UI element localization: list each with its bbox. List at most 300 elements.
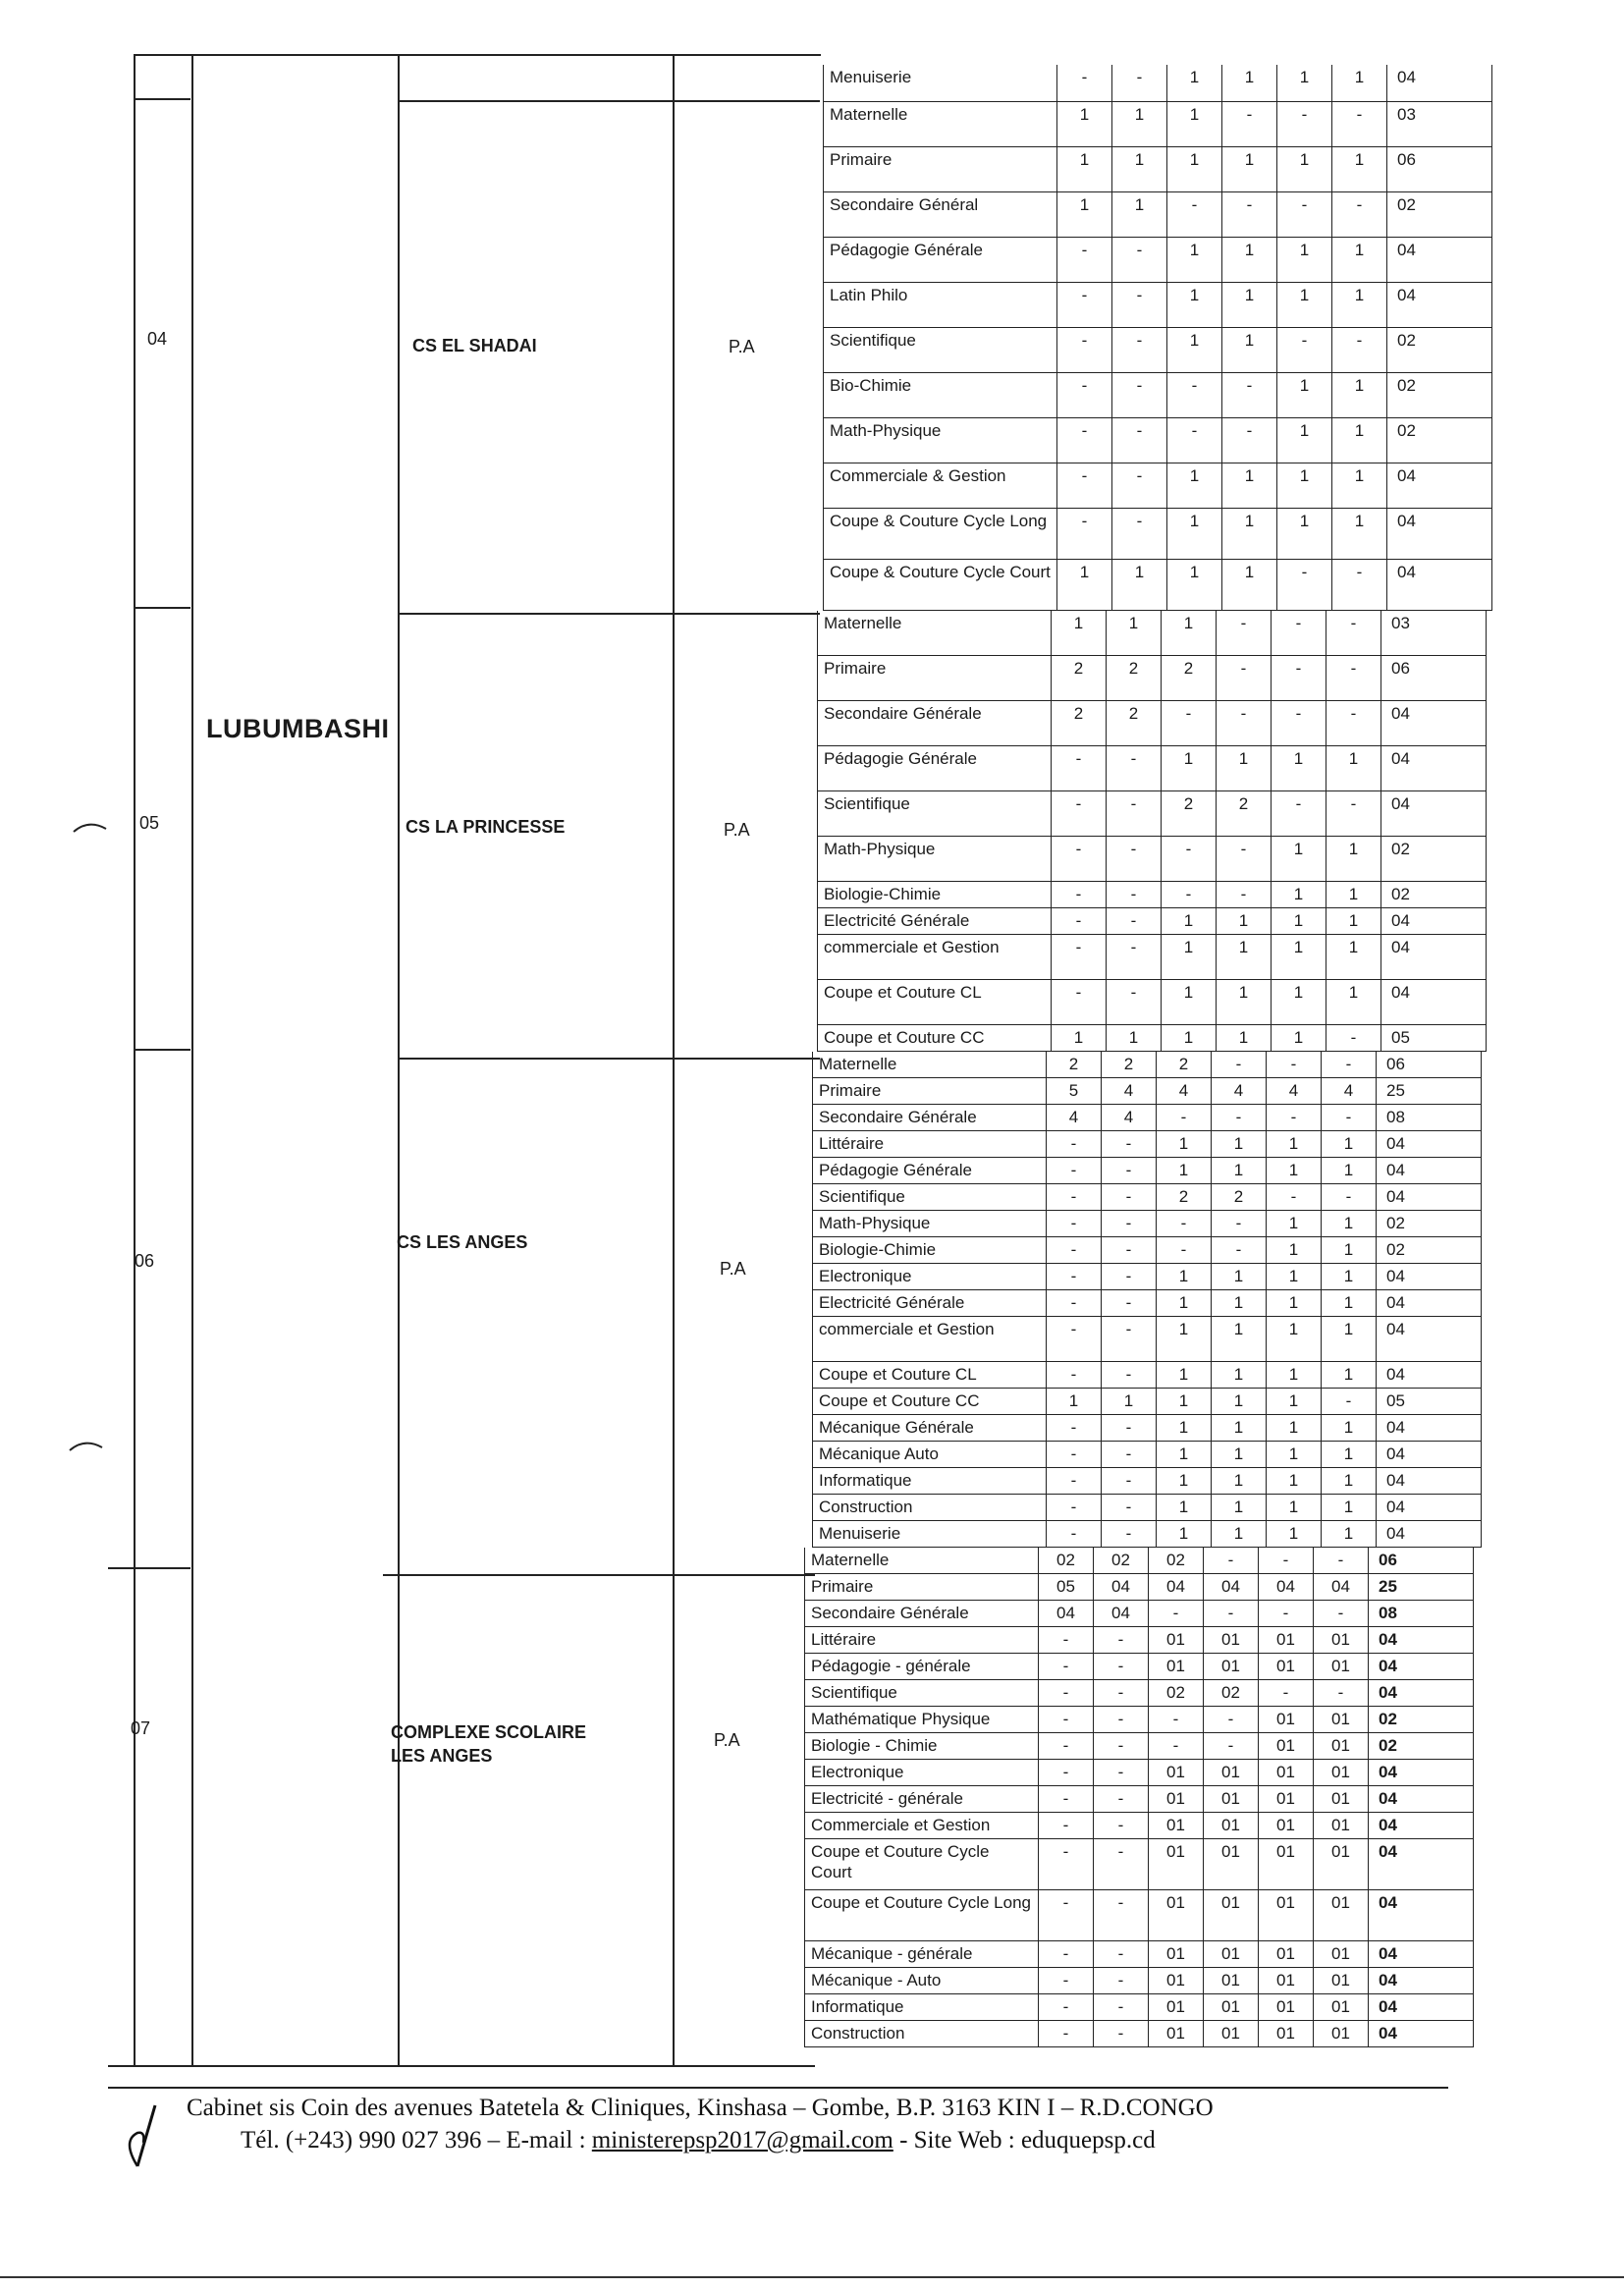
class-count-cell: 1 <box>1266 1442 1321 1467</box>
table-row <box>823 102 1492 147</box>
class-count-cell: 1 <box>1321 1495 1376 1520</box>
class-count-cell: 1 <box>1276 283 1331 327</box>
class-count-cell: 1 <box>1321 1131 1376 1157</box>
option-label: Primaire <box>817 656 1051 700</box>
class-count-cell: 1 <box>1056 560 1111 610</box>
total-cell: 05 <box>1380 1025 1487 1051</box>
class-count-cell: - <box>1161 701 1216 745</box>
class-count-cell: 1 <box>1211 1442 1266 1467</box>
total-cell: 04 <box>1368 1994 1474 2020</box>
class-count-cell: - <box>1326 1025 1380 1051</box>
class-count-cell: - <box>1166 373 1221 417</box>
class-count-cell: 1 <box>1266 1415 1321 1441</box>
class-count-cell: 1 <box>1321 1237 1376 1263</box>
class-count-cell: - <box>1276 560 1331 610</box>
class-count-cell: - <box>1051 791 1106 836</box>
class-count-cell: 1 <box>1221 65 1276 101</box>
total-cell: 02 <box>1386 418 1492 463</box>
class-count-cell: - <box>1266 1052 1321 1077</box>
margin-mark <box>67 1436 106 1455</box>
class-count-cell: - <box>1051 935 1106 979</box>
class-count-cell: - <box>1106 935 1161 979</box>
class-count-cell: - <box>1221 418 1276 463</box>
class-count-cell: 1 <box>1331 373 1386 417</box>
class-count-cell: - <box>1056 373 1111 417</box>
class-count-cell: 1 <box>1326 908 1380 934</box>
class-count-cell: 01 <box>1258 2021 1313 2046</box>
class-count-cell: - <box>1211 1211 1266 1236</box>
class-count-cell: 02 <box>1093 1548 1148 1573</box>
option-label: Electricité - générale <box>804 1786 1038 1812</box>
class-count-cell: 4 <box>1101 1105 1156 1130</box>
class-count-cell: - <box>1148 1707 1203 1732</box>
class-count-cell: - <box>1038 1890 1093 1940</box>
pen-mark <box>116 2101 175 2170</box>
class-count-cell: 1 <box>1161 611 1216 655</box>
table-row <box>812 1264 1482 1290</box>
class-count-cell: 01 <box>1313 1627 1368 1653</box>
group-separator <box>398 1058 820 1060</box>
table-row <box>812 1184 1482 1211</box>
class-count-cell: - <box>1326 656 1380 700</box>
class-count-cell: - <box>1211 1237 1266 1263</box>
class-count-cell: 01 <box>1313 1813 1368 1838</box>
class-count-cell: 1 <box>1111 560 1166 610</box>
table-row <box>817 701 1487 746</box>
total-cell: 04 <box>1368 2021 1474 2046</box>
option-label: Mathématique Physique <box>804 1707 1038 1732</box>
class-count-cell: - <box>1106 980 1161 1024</box>
class-count-cell: 1 <box>1111 102 1166 146</box>
class-count-cell: 01 <box>1258 1627 1313 1653</box>
class-count-cell: 2 <box>1161 791 1216 836</box>
class-count-cell: - <box>1056 328 1111 372</box>
class-count-cell: - <box>1046 1468 1101 1494</box>
class-count-cell: - <box>1221 373 1276 417</box>
class-count-cell: 01 <box>1313 1890 1368 1940</box>
class-count-cell: - <box>1106 791 1161 836</box>
class-count-cell: 1 <box>1216 908 1271 934</box>
class-count-cell: - <box>1203 1601 1258 1626</box>
class-count-cell: 1 <box>1331 463 1386 508</box>
option-label: Littéraire <box>812 1131 1046 1157</box>
class-count-cell: 1 <box>1266 1495 1321 1520</box>
class-count-cell: - <box>1111 418 1166 463</box>
class-count-cell: 1 <box>1221 147 1276 191</box>
option-label: Mécanique - Auto <box>804 1968 1038 1993</box>
frame-top-border <box>134 54 821 56</box>
class-count-cell: 01 <box>1203 1968 1258 1993</box>
table-row <box>812 1317 1482 1362</box>
school-regime: P.A <box>714 1730 740 1750</box>
class-count-cell: - <box>1258 1601 1313 1626</box>
class-count-cell: - <box>1111 238 1166 282</box>
class-count-cell: 01 <box>1258 1813 1313 1838</box>
table-row <box>804 1680 1474 1707</box>
class-count-cell: 1 <box>1156 1131 1211 1157</box>
class-count-cell: - <box>1258 1680 1313 1706</box>
margin-mark <box>71 817 110 837</box>
option-label: Secondaire Générale <box>817 701 1051 745</box>
class-count-cell: 01 <box>1258 1941 1313 1967</box>
class-count-cell: 1 <box>1216 980 1271 1024</box>
total-cell: 04 <box>1380 980 1487 1024</box>
class-count-cell: 1 <box>1216 1025 1271 1051</box>
option-label: Informatique <box>812 1468 1046 1494</box>
class-count-cell: - <box>1093 1786 1148 1812</box>
class-count-cell: 4 <box>1156 1078 1211 1104</box>
class-count-cell: - <box>1106 837 1161 881</box>
class-count-cell: 4 <box>1211 1078 1266 1104</box>
class-count-cell: - <box>1111 328 1166 372</box>
group-number: 07 <box>131 1718 151 1738</box>
total-cell: 04 <box>1376 1290 1482 1316</box>
class-count-cell: - <box>1321 1389 1376 1414</box>
table-row <box>812 1211 1482 1237</box>
class-count-cell: 01 <box>1148 1968 1203 1993</box>
class-count-cell: 01 <box>1258 1733 1313 1759</box>
class-count-cell: 1 <box>1156 1389 1211 1414</box>
class-count-cell: - <box>1093 1941 1148 1967</box>
option-label: Commerciale et Gestion <box>804 1813 1038 1838</box>
class-count-cell: 1 <box>1156 1468 1211 1494</box>
class-count-cell: 01 <box>1148 1760 1203 1785</box>
total-cell: 06 <box>1380 656 1487 700</box>
class-count-cell: 1 <box>1326 935 1380 979</box>
table-row <box>817 882 1487 908</box>
option-label: Primaire <box>804 1574 1038 1600</box>
class-count-cell: 1 <box>1051 1025 1106 1051</box>
class-count-cell: - <box>1111 283 1166 327</box>
class-count-cell: - <box>1093 1733 1148 1759</box>
class-count-cell: - <box>1046 1211 1101 1236</box>
class-count-cell: 01 <box>1148 1813 1203 1838</box>
class-count-cell: 01 <box>1203 1654 1258 1679</box>
frame-bottom-border <box>108 2065 815 2067</box>
table-row <box>812 1521 1482 1548</box>
class-count-cell: - <box>1093 1890 1148 1940</box>
class-count-cell: 1 <box>1266 1290 1321 1316</box>
class-count-cell: 1 <box>1166 560 1221 610</box>
group-separator <box>398 613 820 615</box>
class-count-cell: 1 <box>1321 1158 1376 1183</box>
total-cell: 02 <box>1368 1733 1474 1759</box>
class-count-cell: 1 <box>1266 1237 1321 1263</box>
class-count-cell: 1 <box>1156 1158 1211 1183</box>
class-count-cell: - <box>1203 1548 1258 1573</box>
total-cell: 03 <box>1380 611 1487 655</box>
class-count-cell: 04 <box>1203 1574 1258 1600</box>
class-count-cell: - <box>1331 102 1386 146</box>
option-label: Mécanique Générale <box>812 1415 1046 1441</box>
option-label: Maternelle <box>817 611 1051 655</box>
option-label: Biologie - Chimie <box>804 1733 1038 1759</box>
class-count-cell: - <box>1056 509 1111 559</box>
class-count-cell: 01 <box>1313 2021 1368 2046</box>
class-count-cell: 1 <box>1221 238 1276 282</box>
total-cell: 04 <box>1376 1131 1482 1157</box>
class-count-cell: 04 <box>1093 1574 1148 1600</box>
class-count-cell: - <box>1313 1601 1368 1626</box>
class-count-cell: - <box>1211 1052 1266 1077</box>
class-count-cell: 01 <box>1203 1760 1258 1785</box>
class-count-cell: 01 <box>1258 1786 1313 1812</box>
option-label: Biologie-Chimie <box>817 882 1051 907</box>
total-cell: 04 <box>1368 1786 1474 1812</box>
class-count-cell: - <box>1331 192 1386 237</box>
table-row <box>804 1760 1474 1786</box>
class-count-cell: 1 <box>1211 1468 1266 1494</box>
class-count-cell: 04 <box>1313 1574 1368 1600</box>
class-count-cell: 1 <box>1221 560 1276 610</box>
class-count-cell: 1 <box>1326 980 1380 1024</box>
class-count-cell: 1 <box>1211 1131 1266 1157</box>
option-label: Scientifique <box>817 791 1051 836</box>
class-count-cell: 1 <box>1056 192 1111 237</box>
class-count-cell: 1 <box>1321 1468 1376 1494</box>
class-count-cell: - <box>1046 1131 1101 1157</box>
class-count-cell: - <box>1221 192 1276 237</box>
option-label: Coupe et Couture Cycle Long <box>804 1890 1038 1940</box>
table-row <box>823 560 1492 611</box>
class-count-cell: - <box>1093 1839 1148 1889</box>
total-cell: 04 <box>1368 1654 1474 1679</box>
class-count-cell: - <box>1156 1237 1211 1263</box>
class-count-cell: 2 <box>1156 1052 1211 1077</box>
class-count-cell: 01 <box>1258 1890 1313 1940</box>
class-count-cell: - <box>1038 1786 1093 1812</box>
page-bottom-rule <box>0 2276 1624 2278</box>
class-count-cell: - <box>1046 1495 1101 1520</box>
class-count-cell: - <box>1313 1680 1368 1706</box>
class-count-cell: - <box>1148 1601 1203 1626</box>
total-cell: 04 <box>1386 283 1492 327</box>
class-count-cell: 4 <box>1321 1078 1376 1104</box>
class-count-cell: 1 <box>1211 1290 1266 1316</box>
class-count-cell: 1 <box>1271 837 1326 881</box>
table-row <box>817 746 1487 791</box>
class-count-cell: - <box>1161 882 1216 907</box>
total-cell: 04 <box>1386 560 1492 610</box>
table-row <box>817 611 1487 656</box>
class-count-cell: 1 <box>1271 882 1326 907</box>
class-count-cell: - <box>1101 1131 1156 1157</box>
total-cell: 04 <box>1368 1813 1474 1838</box>
class-count-cell: - <box>1046 1237 1101 1263</box>
class-count-cell: 01 <box>1313 1760 1368 1785</box>
class-count-cell: 01 <box>1148 1786 1203 1812</box>
class-count-cell: - <box>1038 2021 1093 2046</box>
class-count-cell: 4 <box>1266 1078 1321 1104</box>
class-count-cell: 02 <box>1148 1548 1203 1573</box>
table-row <box>817 908 1487 935</box>
class-count-cell: 1 <box>1271 1025 1326 1051</box>
class-count-cell: - <box>1038 1654 1093 1679</box>
class-count-cell: 1 <box>1271 980 1326 1024</box>
option-label: Coupe et Couture CL <box>812 1362 1046 1388</box>
option-label: Coupe et Couture CL <box>817 980 1051 1024</box>
class-count-cell: 1 <box>1266 1131 1321 1157</box>
table-row <box>804 1890 1474 1941</box>
class-count-cell: 1 <box>1326 746 1380 790</box>
class-count-cell: - <box>1271 611 1326 655</box>
class-count-cell: 1 <box>1331 147 1386 191</box>
total-cell: 06 <box>1368 1548 1474 1573</box>
table-row <box>804 1813 1474 1839</box>
table-row <box>812 1389 1482 1415</box>
class-count-cell: 5 <box>1046 1078 1101 1104</box>
total-cell: 06 <box>1376 1052 1482 1077</box>
class-count-cell: - <box>1216 611 1271 655</box>
class-count-cell: - <box>1156 1211 1211 1236</box>
option-label: Coupe et Couture CC <box>812 1389 1046 1414</box>
class-count-cell: 01 <box>1313 1707 1368 1732</box>
class-count-cell: - <box>1106 908 1161 934</box>
table-row <box>823 283 1492 328</box>
class-count-cell: - <box>1051 908 1106 934</box>
option-label: Menuiserie <box>812 1521 1046 1547</box>
table-row <box>812 1105 1482 1131</box>
class-count-cell: - <box>1106 746 1161 790</box>
total-cell: 25 <box>1376 1078 1482 1104</box>
option-label: Secondaire Général <box>823 192 1056 237</box>
total-cell: 04 <box>1380 908 1487 934</box>
class-count-cell: 1 <box>1056 102 1111 146</box>
class-count-cell: 01 <box>1258 1839 1313 1889</box>
total-cell: 06 <box>1386 147 1492 191</box>
class-count-cell: 1 <box>1156 1415 1211 1441</box>
class-count-cell: - <box>1148 1733 1203 1759</box>
total-cell: 04 <box>1368 1968 1474 1993</box>
class-count-cell: 01 <box>1203 1839 1258 1889</box>
class-count-cell: 1 <box>1331 418 1386 463</box>
class-count-cell: 1 <box>1166 147 1221 191</box>
class-count-cell: 2 <box>1101 1052 1156 1077</box>
class-count-cell: 01 <box>1203 1994 1258 2020</box>
school-name: CS EL SHADAI <box>412 336 537 355</box>
class-count-cell: - <box>1051 746 1106 790</box>
class-count-cell: 1 <box>1331 65 1386 101</box>
table-row <box>804 1968 1474 1994</box>
class-count-cell: - <box>1093 1627 1148 1653</box>
class-count-cell: 1 <box>1331 238 1386 282</box>
class-count-cell: 1 <box>1266 1317 1321 1361</box>
total-cell: 04 <box>1376 1264 1482 1289</box>
total-cell: 04 <box>1380 791 1487 836</box>
class-count-cell: - <box>1156 1105 1211 1130</box>
class-count-cell: 01 <box>1148 1627 1203 1653</box>
total-cell: 04 <box>1376 1317 1482 1361</box>
class-count-cell: - <box>1046 1442 1101 1467</box>
frame-header-rule-2 <box>398 100 820 102</box>
class-count-cell: 1 <box>1276 65 1331 101</box>
class-count-cell: - <box>1046 1362 1101 1388</box>
class-count-cell: 04 <box>1093 1601 1148 1626</box>
class-count-cell: - <box>1101 1521 1156 1547</box>
class-count-cell: 1 <box>1166 283 1221 327</box>
class-count-cell: - <box>1203 1707 1258 1732</box>
total-cell: 04 <box>1376 1158 1482 1183</box>
group-separator <box>134 607 190 609</box>
class-count-cell: - <box>1038 1839 1093 1889</box>
class-count-cell: 1 <box>1211 1317 1266 1361</box>
school-name: COMPLEXE SCOLAIRE LES ANGES <box>391 1722 587 1766</box>
class-count-cell: 01 <box>1203 2021 1258 2046</box>
class-count-cell: - <box>1271 701 1326 745</box>
class-count-cell: 1 <box>1051 611 1106 655</box>
option-label: Construction <box>804 2021 1038 2046</box>
footer-phone: Tél. (+243) 990 027 396 – E-mail : <box>241 2127 592 2153</box>
class-count-cell: - <box>1051 837 1106 881</box>
total-cell: 03 <box>1386 102 1492 146</box>
class-count-cell: - <box>1331 328 1386 372</box>
total-cell: 25 <box>1368 1574 1474 1600</box>
option-label: Electronique <box>812 1264 1046 1289</box>
table-row <box>817 980 1487 1025</box>
class-count-cell: - <box>1271 656 1326 700</box>
total-cell: 04 <box>1368 1890 1474 1940</box>
class-count-cell: - <box>1056 65 1111 101</box>
class-count-cell: 1 <box>1156 1317 1211 1361</box>
class-count-cell: - <box>1038 1680 1093 1706</box>
option-label: commerciale et Gestion <box>812 1317 1046 1361</box>
class-count-cell: 1 <box>1266 1362 1321 1388</box>
footer-contact <box>187 2124 1214 2156</box>
table-row <box>804 1839 1474 1890</box>
option-label: Scientifique <box>804 1680 1038 1706</box>
class-count-cell: 2 <box>1046 1052 1101 1077</box>
class-count-cell: 1 <box>1161 1025 1216 1051</box>
option-label: Scientifique <box>812 1184 1046 1210</box>
class-count-cell: - <box>1276 192 1331 237</box>
class-count-cell: 1 <box>1331 509 1386 559</box>
class-count-cell: - <box>1056 283 1111 327</box>
class-count-cell: - <box>1093 1707 1148 1732</box>
class-count-cell: - <box>1101 1415 1156 1441</box>
class-count-cell: 1 <box>1161 980 1216 1024</box>
class-count-cell: - <box>1038 1941 1093 1967</box>
option-label: Secondaire Générale <box>804 1601 1038 1626</box>
option-label: Littéraire <box>804 1627 1038 1653</box>
table-row <box>812 1158 1482 1184</box>
group-number: 04 <box>147 329 168 349</box>
class-count-cell: 1 <box>1271 908 1326 934</box>
class-count-cell: - <box>1326 611 1380 655</box>
class-count-cell: 01 <box>1148 1941 1203 1967</box>
total-cell: 02 <box>1368 1707 1474 1732</box>
class-count-cell: - <box>1046 1415 1101 1441</box>
class-count-cell: - <box>1111 373 1166 417</box>
footer-email-link[interactable]: ministerepsp2017@gmail.com <box>591 2127 893 2153</box>
table-row <box>812 1468 1482 1495</box>
class-count-cell: 1 <box>1046 1389 1101 1414</box>
class-count-cell: - <box>1046 1317 1101 1361</box>
class-count-cell: 1 <box>1156 1264 1211 1289</box>
class-count-cell: - <box>1216 882 1271 907</box>
class-count-cell: 1 <box>1266 1468 1321 1494</box>
class-count-cell: 1 <box>1161 935 1216 979</box>
class-count-cell: - <box>1101 1237 1156 1263</box>
class-count-cell: 1 <box>1111 192 1166 237</box>
option-label: Coupe & Couture Cycle Long <box>823 509 1056 559</box>
class-count-cell: - <box>1216 656 1271 700</box>
class-count-cell: 1 <box>1321 1290 1376 1316</box>
class-count-cell: 1 <box>1111 147 1166 191</box>
option-label: Primaire <box>812 1078 1046 1104</box>
total-cell: 04 <box>1376 1468 1482 1494</box>
class-count-cell: 01 <box>1313 1968 1368 1993</box>
class-count-cell: 1 <box>1271 746 1326 790</box>
